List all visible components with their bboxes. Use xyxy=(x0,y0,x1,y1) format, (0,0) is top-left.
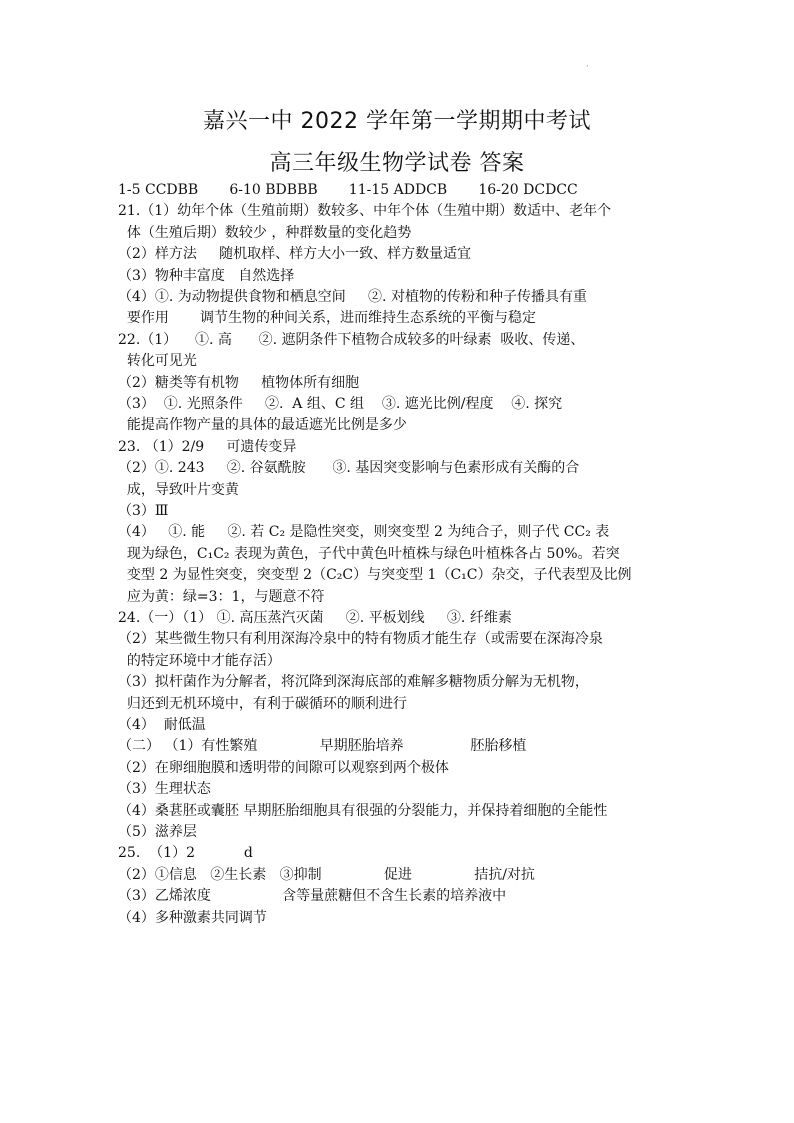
answer-line: 25. （1）2 d xyxy=(118,845,253,862)
answer-line: （2）糖类等有机物 植物体所有细胞 xyxy=(118,374,360,391)
answer-line: （2）样方法 随机取样、样方大小一致、样方数量适宜 xyxy=(118,246,472,263)
answer-line: （3）乙烯浓度 含等量蔗糖但不含生长素的培养液中 xyxy=(118,888,507,905)
answer-line: 1-5 CCDBB 6-10 BDBBB 11-15 ADDCB 16-20 DCDCC xyxy=(118,182,578,198)
answer-line: （二） （1）有性繁殖 早期胚胎培养 胚胎移植 xyxy=(118,738,527,755)
answer-line: 成，导致叶片变黄 xyxy=(118,481,239,498)
answer-line: （3） ①. 光照条件 ②. A 组、C 组 ③. 遮光比例/程度 ④. 探究 xyxy=(118,396,563,412)
answer-line: （4）①. 为动物提供食物和栖息空间 ②. 对植物的传粉和种子传播具有重 xyxy=(118,289,587,305)
answer-line: （3）物种丰富度 自然选择 xyxy=(118,267,295,284)
answer-line: 变型 2 为显性突变，突变型 2（C₂C）与突变型 1（C₁C）杂交，子代表型及比例 xyxy=(118,567,632,584)
answer-line: （2）某些微生物只有利用深海冷泉中的特有物质才能生存（或需要在深海冷泉 xyxy=(118,631,603,648)
answer-line: （5）滋养层 xyxy=(118,824,197,840)
scan-dot: · xyxy=(586,62,589,72)
answer-line: 的特定环境中才能存活） xyxy=(118,652,281,669)
answer-line: （4）多种激素共同调节 xyxy=(118,909,267,926)
answer-line: 24.（一）（1） ①. 高压蒸汽灭菌 ②. 平板划线 ③. 纤维素 xyxy=(118,610,512,626)
answer-line: （4） ①. 能 ②. 若 C₂ 是隐性突变，则突变型 2 为纯合子，则子代 CC₂ 表 xyxy=(118,524,610,541)
answer-line: 21.（1）幼年个体（生殖前期）数较多、中年个体（生殖中期）数适中、老年个 xyxy=(118,203,612,220)
answer-line: 归还到无机环境中，有利于碳循环的顺利进行 xyxy=(118,695,407,712)
answer-line: 应为黄：绿=3：1，与题意不符 xyxy=(118,588,325,605)
page-subtitle: 高三年级生物学试卷 答案 xyxy=(269,151,525,176)
answer-line: 转化可见光 xyxy=(118,353,197,370)
answer-line: 体（生殖后期）数较少 ，种群数量的变化趋势 xyxy=(118,224,412,241)
answer-line: 现为绿色，C₁C₂ 表现为黄色，子代中黄色叶植株与绿色叶植株各占 50%。若突 xyxy=(118,545,620,562)
answer-line: 23. （1）2/9 可遗传变异 xyxy=(118,438,297,455)
answer-line: （2）①. 243 ②. 谷氨酰胺 ③. 基因突变影响与色素形成有关酶的合 xyxy=(118,460,580,477)
answer-line: （4） 耐低温 xyxy=(118,717,206,733)
answer-line: （3）生理状态 xyxy=(118,781,211,798)
answer-line: （3）拟杆菌作为分解者，将沉降到深海底部的难解多糖物质分解为无机物， xyxy=(118,674,589,691)
answer-line: （3）Ⅲ xyxy=(118,503,169,519)
answer-line: （2）在卵细胞膜和透明带的间隙可以观察到两个极体 xyxy=(118,759,449,776)
answer-line: （2）①信息 ②生长素 ③抑制 促进 拮抗/对抗 xyxy=(118,866,535,883)
answer-line: （4）桑葚胚或囊胚 早期胚胎细胞具有很强的分裂能力，并保持着细胞的全能性 xyxy=(118,802,608,819)
answer-line: 要作用 调节生物的种间关系，进而维持生态系统的平衡与稳定 xyxy=(118,310,537,327)
page-title: 嘉兴一中 2022 学年第一学期期中考试 xyxy=(203,109,591,134)
answer-line: 能提高作物产量的具体的最适遮光比例是多少 xyxy=(118,417,407,434)
answer-line: 22.（1） ①. 高 ②. 遮阴条件下植物合成较多的叶绿素 吸收、传递、 xyxy=(118,331,585,348)
